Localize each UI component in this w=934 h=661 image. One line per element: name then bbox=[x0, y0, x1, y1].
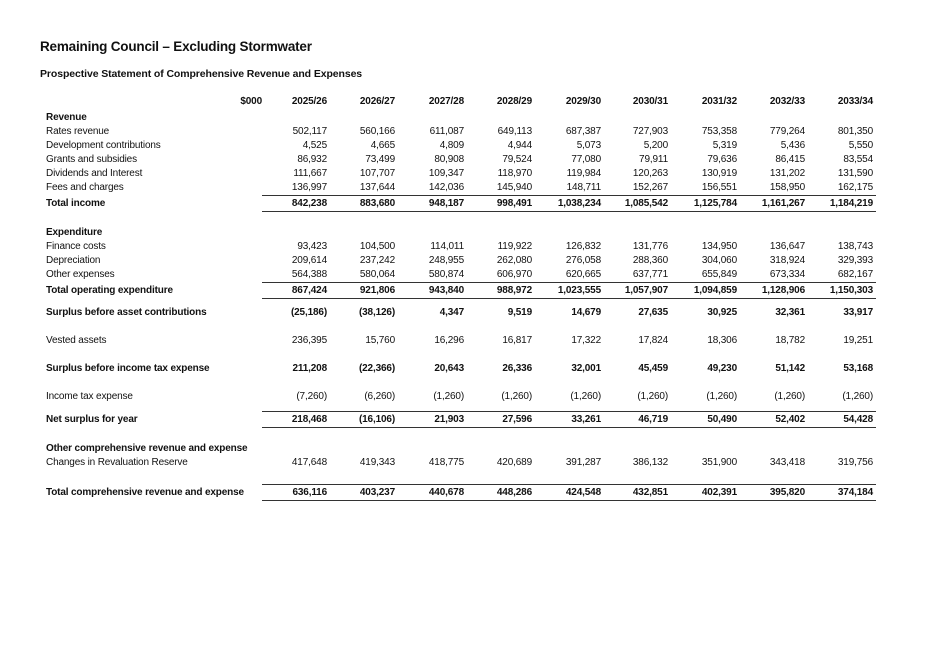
value-cell: 248,955 bbox=[428, 255, 464, 266]
row-label: Surplus before income tax expense bbox=[46, 363, 210, 374]
spacer-row bbox=[44, 428, 876, 443]
value-cell: 262,080 bbox=[496, 255, 532, 266]
value-cell: 4,665 bbox=[370, 140, 395, 151]
table-row bbox=[44, 125, 876, 139]
spacer-row bbox=[44, 470, 876, 485]
value-cell: 1,023,555 bbox=[535, 283, 604, 299]
value-cell bbox=[604, 226, 671, 240]
financial-statement-table bbox=[44, 92, 876, 501]
value-cell: 5,200 bbox=[643, 140, 668, 151]
row-label: Surplus before asset contributions bbox=[46, 306, 207, 318]
value-cell bbox=[808, 226, 876, 240]
value-cell bbox=[740, 442, 808, 456]
value-cell bbox=[467, 212, 535, 227]
value-cell: 134,950 bbox=[701, 241, 737, 252]
table-row bbox=[44, 181, 876, 196]
value-cell: 329,393 bbox=[837, 255, 873, 266]
value-cell: 842,238 bbox=[262, 196, 330, 212]
value-cell: 580,874 bbox=[428, 269, 464, 280]
value-cell: 727,903 bbox=[632, 126, 668, 137]
row-label: Depreciation bbox=[46, 255, 101, 266]
revaluation-row bbox=[44, 456, 876, 470]
value-cell: 158,950 bbox=[769, 182, 805, 193]
value-cell bbox=[604, 212, 671, 227]
value-cell: 4,347 bbox=[439, 307, 464, 318]
value-cell bbox=[398, 212, 467, 227]
value-cell: 236,395 bbox=[291, 335, 327, 346]
value-cell bbox=[740, 212, 808, 227]
year-header: 2032/33 bbox=[769, 96, 805, 107]
value-cell: 564,388 bbox=[291, 269, 327, 280]
value-cell bbox=[330, 212, 398, 227]
value-cell: 51,142 bbox=[775, 363, 805, 374]
value-cell: 448,286 bbox=[467, 485, 535, 501]
value-cell: 921,806 bbox=[330, 283, 398, 299]
value-cell: 276,058 bbox=[565, 255, 601, 266]
value-cell: 637,771 bbox=[632, 269, 668, 280]
value-cell: 131,590 bbox=[837, 168, 873, 179]
value-cell: 209,614 bbox=[291, 255, 327, 266]
value-cell bbox=[604, 442, 671, 456]
value-cell: 114,011 bbox=[430, 241, 464, 252]
value-cell: 53,168 bbox=[843, 363, 873, 374]
table-row bbox=[44, 268, 876, 283]
row-label: Total income bbox=[46, 197, 106, 209]
value-cell bbox=[535, 111, 604, 125]
value-cell: 673,334 bbox=[769, 269, 805, 280]
value-cell: 109,347 bbox=[428, 168, 464, 179]
value-cell: 417,648 bbox=[291, 457, 327, 468]
total-income-row bbox=[44, 196, 876, 212]
value-cell bbox=[262, 111, 330, 125]
value-cell: 156,551 bbox=[701, 182, 737, 193]
value-cell: 218,468 bbox=[262, 412, 330, 428]
value-cell: 104,500 bbox=[359, 241, 395, 252]
value-cell: 418,775 bbox=[428, 457, 464, 468]
value-cell: 1,150,303 bbox=[808, 283, 876, 299]
value-cell bbox=[467, 226, 535, 240]
value-cell: 130,919 bbox=[701, 168, 737, 179]
value-cell: 343,418 bbox=[769, 457, 805, 468]
value-cell: 52,402 bbox=[740, 412, 808, 428]
value-cell: 391,287 bbox=[565, 457, 601, 468]
row-label: Revenue bbox=[46, 112, 87, 123]
value-cell: 93,423 bbox=[297, 241, 327, 252]
value-cell: 119,922 bbox=[497, 241, 532, 252]
value-cell: 402,391 bbox=[671, 485, 740, 501]
value-cell: 49,230 bbox=[707, 363, 737, 374]
value-cell: 27,635 bbox=[638, 307, 668, 318]
value-cell bbox=[808, 428, 876, 443]
value-cell: 131,776 bbox=[632, 241, 668, 252]
income-tax-row bbox=[44, 383, 876, 412]
value-cell bbox=[262, 428, 330, 443]
value-cell: 33,261 bbox=[535, 412, 604, 428]
value-cell bbox=[398, 226, 467, 240]
value-cell: 649,113 bbox=[497, 126, 532, 137]
value-cell: (16,106) bbox=[330, 412, 398, 428]
value-cell: 998,491 bbox=[467, 196, 535, 212]
value-cell bbox=[604, 428, 671, 443]
row-label: Vested assets bbox=[46, 335, 107, 346]
value-cell: 1,125,784 bbox=[671, 196, 740, 212]
value-cell bbox=[604, 111, 671, 125]
value-cell: 867,424 bbox=[262, 283, 330, 299]
value-cell: 560,166 bbox=[359, 126, 395, 137]
value-cell: 620,665 bbox=[565, 269, 601, 280]
year-header: 2030/31 bbox=[632, 96, 668, 107]
value-cell: 32,361 bbox=[775, 307, 805, 318]
table-row bbox=[44, 153, 876, 167]
table-row bbox=[44, 139, 876, 153]
value-cell: 17,322 bbox=[571, 335, 601, 346]
value-cell: (38,126) bbox=[358, 307, 395, 318]
table-row bbox=[44, 254, 876, 268]
value-cell bbox=[671, 428, 740, 443]
value-cell: 440,678 bbox=[398, 485, 467, 501]
row-label: Dividends and Interest bbox=[46, 168, 143, 179]
value-cell bbox=[740, 470, 808, 485]
year-header: 2033/34 bbox=[837, 96, 873, 107]
value-cell: 424,548 bbox=[535, 485, 604, 501]
value-cell bbox=[671, 111, 740, 125]
vested-assets-row bbox=[44, 327, 876, 355]
value-cell: 148,711 bbox=[566, 182, 601, 193]
value-cell: 606,970 bbox=[496, 269, 532, 280]
value-cell: 395,820 bbox=[740, 485, 808, 501]
surplus-before-tax-row bbox=[44, 355, 876, 383]
value-cell: 420,689 bbox=[496, 457, 532, 468]
value-cell bbox=[808, 212, 876, 227]
value-cell: 304,060 bbox=[701, 255, 737, 266]
value-cell bbox=[330, 428, 398, 443]
value-cell: 386,132 bbox=[632, 457, 668, 468]
value-cell bbox=[467, 111, 535, 125]
value-cell: 502,117 bbox=[292, 126, 327, 137]
value-cell bbox=[330, 226, 398, 240]
value-cell: (1,260) bbox=[706, 391, 737, 402]
value-cell bbox=[330, 442, 398, 456]
value-cell: 120,263 bbox=[632, 168, 668, 179]
value-cell: 46,719 bbox=[604, 412, 671, 428]
value-cell bbox=[535, 212, 604, 227]
value-cell: 1,085,542 bbox=[604, 196, 671, 212]
row-label: Other expenses bbox=[46, 269, 115, 281]
value-cell: 16,817 bbox=[502, 335, 532, 346]
value-cell bbox=[467, 470, 535, 485]
value-cell bbox=[535, 442, 604, 456]
value-cell bbox=[535, 226, 604, 240]
value-cell: 4,525 bbox=[302, 140, 327, 151]
value-cell bbox=[467, 442, 535, 456]
statement-subtitle: Prospective Statement of Comprehensive Revenue and Expenses bbox=[40, 68, 363, 80]
value-cell: 17,824 bbox=[638, 335, 668, 346]
value-cell: 86,932 bbox=[297, 154, 327, 165]
value-cell: 1,184,219 bbox=[808, 196, 876, 212]
table-row bbox=[44, 240, 876, 254]
value-cell: 86,415 bbox=[775, 154, 805, 165]
value-cell: 237,242 bbox=[359, 255, 395, 266]
value-cell bbox=[398, 470, 467, 485]
year-header: 2026/27 bbox=[359, 96, 395, 107]
row-label bbox=[44, 470, 262, 485]
value-cell: 131,202 bbox=[769, 168, 805, 179]
row-label: Finance costs bbox=[46, 241, 106, 252]
section-heading-revenue bbox=[44, 111, 876, 125]
header-row bbox=[44, 92, 876, 111]
row-label: Fees and charges bbox=[46, 182, 124, 194]
year-header: 2025/26 bbox=[291, 96, 327, 107]
value-cell: 211,208 bbox=[292, 363, 327, 374]
value-cell: (1,260) bbox=[433, 391, 464, 402]
value-cell: 118,970 bbox=[497, 168, 532, 179]
value-cell bbox=[398, 442, 467, 456]
value-cell: 655,849 bbox=[701, 269, 737, 280]
value-cell: 288,360 bbox=[632, 255, 668, 266]
value-cell: 54,428 bbox=[808, 412, 876, 428]
value-cell: 943,840 bbox=[398, 283, 467, 299]
row-label: Changes in Revaluation Reserve bbox=[46, 457, 188, 468]
value-cell: 687,387 bbox=[565, 126, 601, 137]
value-cell: 16,296 bbox=[434, 335, 464, 346]
value-cell: 21,903 bbox=[398, 412, 467, 428]
value-cell bbox=[398, 428, 467, 443]
row-label: Rates revenue bbox=[46, 126, 110, 137]
value-cell: 162,175 bbox=[837, 182, 873, 193]
value-cell: 682,167 bbox=[837, 269, 873, 280]
value-cell: 73,499 bbox=[365, 154, 395, 165]
value-cell: 27,596 bbox=[467, 412, 535, 428]
value-cell: 136,997 bbox=[291, 182, 327, 193]
value-cell: (1,260) bbox=[842, 391, 873, 402]
value-cell bbox=[740, 428, 808, 443]
value-cell: 374,184 bbox=[808, 485, 876, 501]
value-cell: 142,036 bbox=[428, 182, 464, 193]
value-cell: 1,161,267 bbox=[740, 196, 808, 212]
total-comprehensive-row bbox=[44, 485, 876, 501]
value-cell bbox=[262, 470, 330, 485]
value-cell: 5,073 bbox=[576, 140, 601, 151]
value-cell: 18,306 bbox=[707, 335, 737, 346]
value-cell: 138,743 bbox=[837, 241, 873, 252]
value-cell: 801,350 bbox=[837, 126, 873, 137]
value-cell bbox=[535, 428, 604, 443]
value-cell: 1,094,859 bbox=[671, 283, 740, 299]
value-cell: 15,760 bbox=[365, 335, 395, 346]
value-cell: 79,911 bbox=[639, 154, 668, 165]
row-label: Other comprehensive revenue and expense bbox=[46, 443, 248, 454]
value-cell: 137,644 bbox=[359, 182, 395, 193]
year-header: 2031/32 bbox=[701, 96, 737, 107]
value-cell bbox=[740, 111, 808, 125]
value-cell: 33,917 bbox=[843, 307, 873, 318]
value-cell bbox=[671, 442, 740, 456]
value-cell: 419,343 bbox=[359, 457, 395, 468]
value-cell: 107,707 bbox=[359, 168, 395, 179]
value-cell: 5,319 bbox=[712, 140, 737, 151]
spacer-row bbox=[44, 212, 876, 227]
value-cell: 18,782 bbox=[775, 335, 805, 346]
value-cell: 50,490 bbox=[671, 412, 740, 428]
value-cell bbox=[604, 470, 671, 485]
value-cell bbox=[535, 470, 604, 485]
value-cell: 779,264 bbox=[769, 126, 805, 137]
value-cell: 83,554 bbox=[843, 154, 873, 165]
value-cell bbox=[262, 226, 330, 240]
value-cell: (1,260) bbox=[774, 391, 805, 402]
section-heading-other bbox=[44, 442, 876, 456]
value-cell: 318,924 bbox=[769, 255, 805, 266]
value-cell: (22,366) bbox=[358, 363, 395, 374]
value-cell: 988,972 bbox=[467, 283, 535, 299]
value-cell: 14,679 bbox=[571, 307, 601, 318]
value-cell: 948,187 bbox=[398, 196, 467, 212]
unit-label: $000 bbox=[240, 96, 262, 107]
value-cell: 611,087 bbox=[429, 126, 464, 137]
value-cell: 45,459 bbox=[638, 363, 668, 374]
row-label bbox=[44, 428, 262, 443]
surplus-before-asset-row bbox=[44, 299, 876, 328]
value-cell: 79,636 bbox=[707, 154, 737, 165]
value-cell bbox=[262, 442, 330, 456]
year-header: 2028/29 bbox=[496, 96, 532, 107]
value-cell: (1,260) bbox=[570, 391, 601, 402]
value-cell: 351,900 bbox=[701, 457, 737, 468]
value-cell: 580,064 bbox=[359, 269, 395, 280]
net-surplus-row bbox=[44, 412, 876, 428]
value-cell: 1,128,906 bbox=[740, 283, 808, 299]
value-cell bbox=[671, 226, 740, 240]
value-cell: 136,647 bbox=[769, 241, 805, 252]
value-cell bbox=[671, 212, 740, 227]
value-cell: 77,080 bbox=[571, 154, 601, 165]
value-cell: 80,908 bbox=[434, 154, 464, 165]
value-cell bbox=[262, 212, 330, 227]
section-heading-expenditure bbox=[44, 226, 876, 240]
value-cell bbox=[808, 470, 876, 485]
row-label bbox=[44, 212, 262, 227]
row-label: Total comprehensive revenue and expense bbox=[46, 486, 244, 498]
value-cell: 119,984 bbox=[566, 168, 601, 179]
row-label: Net surplus for year bbox=[46, 413, 138, 425]
row-label: Development contributions bbox=[46, 140, 161, 151]
value-cell: 145,940 bbox=[496, 182, 532, 193]
value-cell: 79,524 bbox=[502, 154, 532, 165]
value-cell: 152,267 bbox=[632, 182, 668, 193]
value-cell: 4,944 bbox=[507, 140, 532, 151]
year-header: 2027/28 bbox=[428, 96, 464, 107]
value-cell: 636,116 bbox=[262, 485, 330, 501]
row-label: Expenditure bbox=[46, 227, 103, 238]
value-cell bbox=[467, 428, 535, 443]
value-cell: 753,358 bbox=[701, 126, 737, 137]
value-cell: 1,038,234 bbox=[535, 196, 604, 212]
value-cell: 432,851 bbox=[604, 485, 671, 501]
value-cell bbox=[808, 111, 876, 125]
row-label: Income tax expense bbox=[46, 391, 133, 403]
value-cell: 32,001 bbox=[571, 363, 601, 374]
value-cell: 5,436 bbox=[780, 140, 805, 151]
value-cell: 30,925 bbox=[707, 307, 737, 318]
value-cell: (1,260) bbox=[637, 391, 668, 402]
year-header: 2029/30 bbox=[565, 96, 601, 107]
value-cell: 319,756 bbox=[837, 457, 873, 468]
value-cell: 1,057,907 bbox=[604, 283, 671, 299]
value-cell: (6,260) bbox=[364, 391, 395, 402]
total-expenditure-row bbox=[44, 283, 876, 299]
value-cell bbox=[808, 442, 876, 456]
value-cell bbox=[330, 470, 398, 485]
value-cell: 883,680 bbox=[330, 196, 398, 212]
value-cell bbox=[398, 111, 467, 125]
value-cell: (7,260) bbox=[296, 391, 327, 402]
value-cell bbox=[671, 470, 740, 485]
row-label: Grants and subsidies bbox=[46, 154, 137, 165]
row-label: Total operating expenditure bbox=[46, 284, 173, 296]
value-cell: (25,186) bbox=[290, 307, 327, 318]
value-cell: (1,260) bbox=[501, 391, 532, 402]
value-cell: 26,336 bbox=[502, 363, 532, 374]
value-cell: 9,519 bbox=[507, 307, 532, 318]
value-cell: 126,832 bbox=[565, 241, 601, 252]
value-cell bbox=[740, 226, 808, 240]
value-cell bbox=[330, 111, 398, 125]
page-title: Remaining Council – Excluding Stormwater bbox=[40, 39, 312, 54]
value-cell: 5,550 bbox=[848, 140, 873, 151]
value-cell: 403,237 bbox=[330, 485, 398, 501]
value-cell: 20,643 bbox=[434, 363, 464, 374]
value-cell: 19,251 bbox=[843, 335, 873, 346]
value-cell: 111,667 bbox=[293, 168, 327, 179]
table-row bbox=[44, 167, 876, 181]
value-cell: 4,809 bbox=[439, 140, 464, 151]
